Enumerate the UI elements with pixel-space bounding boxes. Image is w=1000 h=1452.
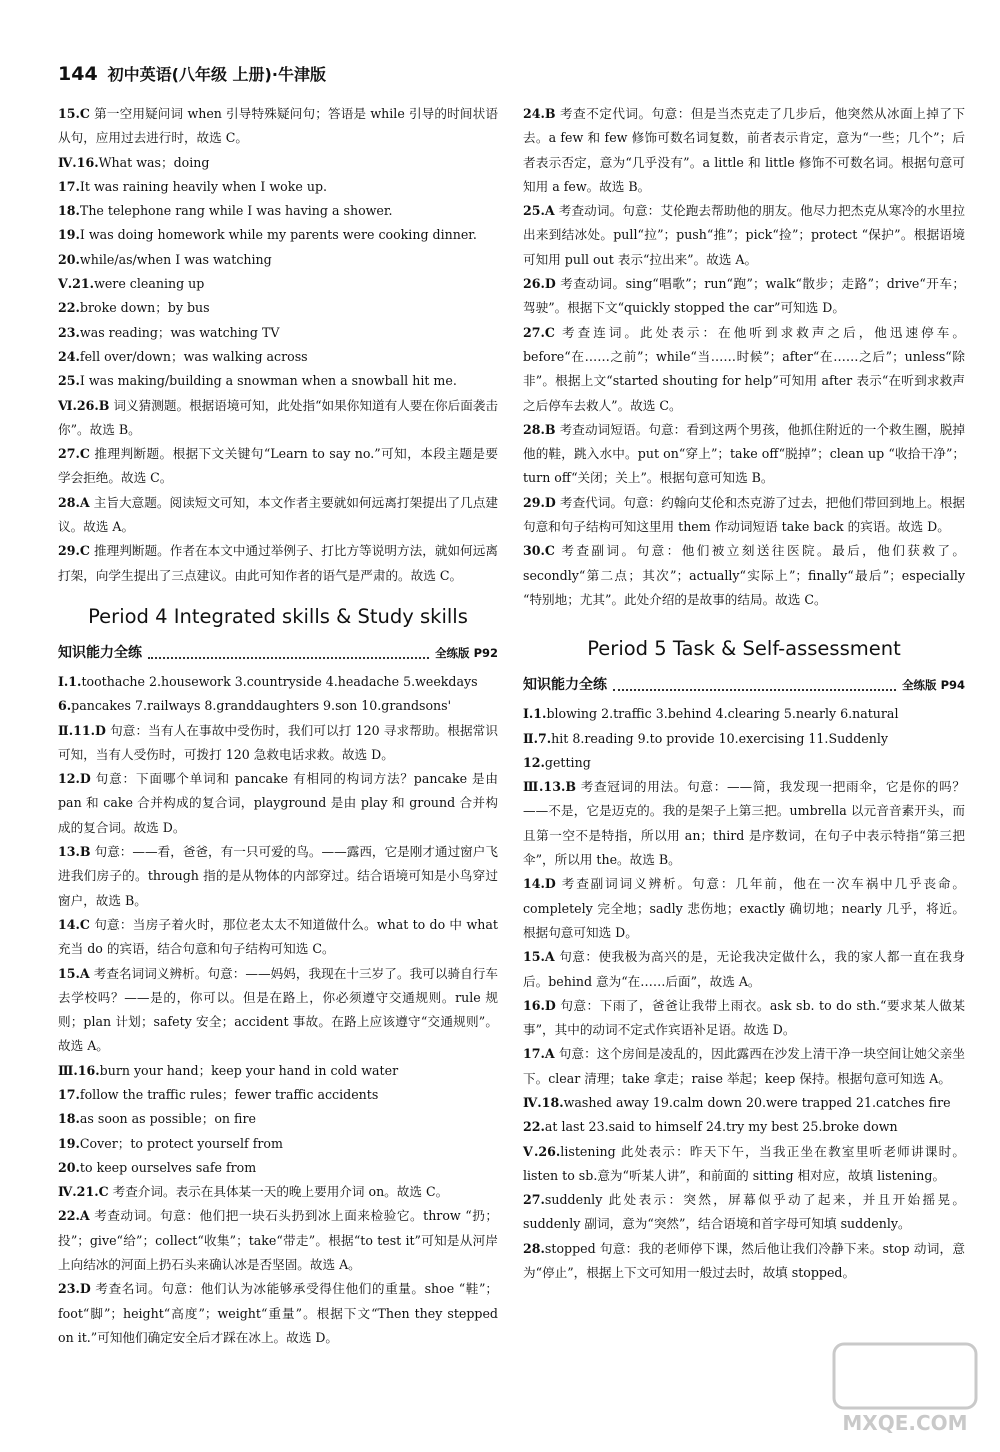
answer-item [58,840,498,913]
answer-text: listening 此处表示：昨天下午，当我正坐在教室里听老师讲课时。listen to sb.意为“听某人讲”，和前面的 sitting 相对应，故填 listening。 [523,1143,965,1183]
answer-number: 24. [58,348,80,364]
answer-number: 29.D [523,494,556,510]
answer-number: 14.D [523,876,556,892]
answer-text: stopped 句意：我的老师停下课，然后他让我们冷静下来。stop 动词，意为“停止”，根据上下文可知用一般过去时，故填 stopped。 [523,1240,965,1281]
section-title: 知识能力全练 [523,677,607,694]
answer-number: 17. [58,1086,80,1102]
answer-item [58,151,498,175]
answer-item [523,539,965,612]
answer-number: 15.A [523,949,555,965]
answer-number: Ⅳ.18. [523,1094,564,1110]
answer-item [58,962,498,1059]
answer-item [58,491,498,540]
answer-item [523,1115,965,1139]
answer-number: 24.B [523,106,556,121]
page-number: 144 [58,63,98,85]
leader-dots [148,657,429,659]
answer-text: 句意：使我极为高兴的是，无论我决定做什么，我的家人都一直在我身后。behind 意为“在……后面”，故选 A。 [523,949,965,989]
answer-number: Ⅳ.21.C [58,1184,109,1200]
answer-number: 28.B [523,421,556,437]
period-5-answer-list [523,702,965,1285]
answer-item [58,913,498,962]
answer-number: 25.A [523,203,555,219]
answer-item [523,1188,965,1237]
answer-number: 17. [58,178,80,194]
answer-text: It was raining heavily when I woke up. [79,178,328,194]
answer-text: 考查不定代词。句意：但是当杰克走了几步后，他突然从冰面上掉了下去。a few 和 few 修饰可数名词复数，前者表示肯定，意为“一些；几个”；后者表示否定，意为“几乎没有”。a little 和 little 修饰不可数名词。根据句意可知用 a few。故选 B。 [523,106,965,194]
answer-item [523,1042,965,1091]
answer-text: 句意：——看，爸爸，有一只可爱的鸟。——露西，它是刚才通过窗户飞进我们房子的。through 指的是从物体的内部穿过。结合语境可知是小鸟穿过窗户，故选 B。 [58,844,498,908]
answer-item [523,1237,965,1286]
answer-number: 19. [58,1135,80,1151]
answer-item [523,321,965,418]
page-header [58,62,326,92]
answer-text: 句意：当房子着火时，那位老太太不知道做什么。what to do 中 what 充当 do 的宾语，结合句意和句子结构可知选 C。 [58,916,498,957]
answer-number: 25. [58,373,80,389]
answer-number: Ⅰ.1. [58,673,82,689]
answer-number: 27.C [523,324,555,340]
answer-text: follow the traffic rules；fewer traffic accidents [79,1086,379,1102]
answer-item [523,199,965,272]
left-column [58,102,498,1350]
answer-text: 考查副词词义辨析。句意：几年前，他在一次车祸中几乎丧命。completely 完全地；sadly 悲伤地；exactly 确切地；nearly 几乎，将近。根据句意可知选 D。 [523,876,965,940]
answer-text: 句意：下雨了，爸爸让我带上雨衣。ask sb. to do sth.“要求某人做某事”，其中的动词不定式作宾语补足语。故选 D。 [523,997,965,1038]
answer-number: 27.C [58,446,90,462]
answer-text: 考查名词词义辨析。句意：——妈妈，我现在十三岁了。我可以骑自行车去学校吗？——是的，你可以。但是在路上，你必须遵守交通规则。rule 规则；plan 计划；safety 安全；accident 事故。在路上应该遵守“交通规则”。故选 A。 [58,965,498,1054]
answer-text: 考查介词。表示在具体某一天的晚上要用介词 on。故选 C。 [108,1184,449,1200]
answer-item [58,1204,498,1277]
answer-item [58,296,498,320]
answer-text: I was making/building a snowman when a snowball hit me. [79,373,457,389]
answer-text: were cleaning up [94,276,205,292]
answer-text: 考查冠词的用法。句意：——简，我发现一把雨伞，它是你的吗？——不是，它是迈克的。我的是架子上第三把。umbrella 以元音音素开头，而且第一空不是特指，所以用 an；third 是序数词，在句子中表示特指“第三把伞”，所以用 the。故选 B。 [523,779,965,868]
answer-number: Ⅲ.16. [58,1062,100,1078]
answer-item [58,1083,498,1107]
answer-text: 句意：下面哪个单词和 pancake 有相同的构词方法？pancake 是由 pan 和 cake 合并构成的复合词，playground 是由 play 和 ground 合并构成的复合词。故选 D。 [58,771,498,835]
answer-item [58,1277,498,1350]
answer-text: broke down；by bus [79,300,210,316]
answer-text: 推理判断题。根据下文关键句“Learn to say no.”可知，本段主题是要学会拒绝。故选 C。 [58,446,498,486]
answer-text: 考查动词。句意：他们把一块石头扔到冰上面来检验它。throw “扔；投”；give“给”；collect“收集”；take“带走”。根据“to test it”可知是从河岸上向结冰的河面上扔石头来确认冰是否坚固。故选 A。 [58,1208,498,1273]
answer-number: 19. [58,227,80,243]
period-5-title: Period 5 Task & Self-assessment [587,637,901,661]
answer-item [58,767,498,840]
answer-number: Ⅵ.26.B [58,397,110,413]
answer-number: 14.C [58,916,90,932]
answer-text: while/as/when I was watching [79,251,272,267]
answer-item [523,751,965,775]
answer-number: 13.B [58,844,91,860]
answer-text: hit 8.reading 9.to provide 10.exercising 11.Suddenly [551,730,889,746]
answer-number: 28. [523,1240,545,1256]
answer-number: 20. [58,1159,80,1175]
answer-number: 27. [523,1192,545,1208]
answer-number: 20. [58,251,80,267]
answer-text: pancakes 7.railways 8.granddaughters 9.son 10.grandsons' [71,698,452,714]
answer-text: 考查动词。句意：艾伦跑去帮助他的朋友。他尽力把杰克从寒冷的水里拉出来到结冰处。pull“拉”；push“推”；pick“捡”；protect “保护”。根据语境可知用 pull out 表示“拉出来”。故选 A。 [523,203,965,267]
answer-text: 考查动词短语。句意：看到这两个男孩，他抓住附近的一个救生圈，脱掉他的鞋，跳入水中。put on“穿上”；take off“脱掉”；clean up “收拾干净”；turn off“关闭；关上”。根据句意可知选 B。 [523,421,965,486]
answer-item [58,1156,498,1180]
answer-text: 考查连词。此处表示：在他听到求救声之后，他迅速停车。before“在……之前”；while“当……时候”；after“在……之后”；unless“除非”。根据上文“started shouting for help”可知用 after 表示“在听到求救声之后停车去救人”。故选 C。 [523,324,965,413]
section-page-ref: 全练版 P94 [902,678,965,693]
answer-number: 17.A [523,1046,555,1062]
answer-text: 考查代词。句意：约翰向艾伦和杰克游了过去，把他们带回到地上。根据句意和句子结构可知这里用 them 作动词短语 take back 的宾语。故选 D。 [523,494,965,535]
section-page-ref: 全练版 P92 [435,645,498,660]
watermark-logo [830,1340,980,1440]
left-answer-list [58,102,498,588]
answer-text: I was doing homework while my parents were cooking dinner. [79,227,477,243]
period-4-answer-list [58,670,498,1350]
answer-number: 23.D [58,1281,91,1297]
answer-text: 推理判断题。作者在本文中通过举例子、打比方等说明方法，就如何远离打架，向学生提出了三点建议。由此可知作者的语气是严肃的。故选 C。 [58,543,498,583]
answer-number: Ⅰ.1. [523,706,547,722]
answer-number: 22. [58,300,80,316]
answer-item [523,945,965,994]
answer-item [58,248,498,272]
answer-item [58,223,498,247]
answer-text: toothache 2.housework 3.countryside 4.headache 5.weekdays [81,673,478,689]
answer-text: The telephone rang while I was having a shower. [79,203,393,219]
answer-text: 主旨大意题。阅读短文可知，本文作者主要就如何远离打架提出了几点建议。故选 A。 [58,494,498,535]
answer-text: 第一空用疑问词 when 引导特殊疑问句；答语是 while 引导的时间状语从句，应用过去进行时，故选 C。 [58,106,498,146]
leader-dots [613,689,896,691]
answer-text: What was；doing [98,154,210,170]
answer-text: fell over/down；was walking across [79,348,308,364]
answer-number: 22.A [58,1208,90,1224]
answer-item [58,670,498,694]
answer-item [523,1091,965,1115]
answer-item [58,345,498,369]
answer-text: burn your hand；keep your hand in cold water [99,1062,399,1078]
answer-text: 考查动词。sing“唱歌”；run“跑”；walk“散步；走路”；drive“开车；驾驶”。根据下文“quickly stopped the car”可知选 D。 [523,276,965,316]
answer-text: at last 23.said to himself 24.try my best 25.broke down [544,1119,898,1135]
answer-number: 6. [58,698,72,714]
right-answer-list [523,102,965,612]
watermark-text: MXQE.COM [842,1411,968,1435]
answer-item [523,491,965,540]
answer-number: 28.A [58,494,90,510]
answer-item [58,199,498,223]
answer-item [58,694,498,718]
answer-text: blowing 2.traffic 3.behind 4.clearing 5.nearly 6.natural [546,706,899,722]
answer-number: 15.C [58,106,90,121]
answer-item [58,719,498,768]
answer-item [58,1107,498,1131]
answer-number: 12.D [58,771,91,787]
answer-item [523,1140,965,1189]
answer-item [58,394,498,443]
answer-text: 句意：当有人在事故中受伤时，我们可以打 120 寻求帮助。根据常识可知，当有人受伤时，可拨打 120 急救电话求救。故选 D。 [58,722,498,762]
answer-number: 22. [523,1119,545,1135]
answer-item [58,272,498,296]
answer-item [523,872,965,945]
answer-item [523,702,965,726]
answer-number: 23. [58,324,80,340]
answer-text: 考查名词。句意：他们认为冰能够承受得住他们的重量。shoe “鞋”；foot“脚”；height“高度”；weight“重量”。根据下文“Then they stepped on it.”可知他们确定安全后才踩在冰上。故选 D。 [58,1281,498,1345]
answer-item [58,102,498,151]
answer-text: as soon as possible；on fire [79,1111,256,1127]
answer-item [523,775,965,872]
answer-number: Ⅱ.7. [523,730,552,746]
answer-item [523,418,965,491]
answer-item [58,1059,498,1083]
answer-number: Ⅴ.21. [58,276,95,292]
answer-text: 考查副词。句意：他们被立刻送往医院。最后，他们获救了。secondly“第二点；其次”；actually“实际上”；finally“最后”；especially “特别地；尤其”。此处介绍的是故事的结局。故选 C。 [523,543,965,607]
period-5-section-header [523,672,965,698]
answer-text: washed away 19.calm down 20.were trapped 21.catches fire [563,1094,951,1110]
answer-number: Ⅱ.11.D [58,722,106,738]
period-4-section-header [58,640,498,666]
answer-number: 15.A [58,965,90,981]
answer-item [58,1180,498,1204]
answer-item [58,442,498,491]
answer-item [58,539,498,588]
answer-item [58,1132,498,1156]
answer-item [58,175,498,199]
answer-text: to keep ourselves safe from [79,1159,257,1175]
answer-text: suddenly 此处表示：突然，屏幕似乎动了起来，并且开始摇晃。suddenly 副词，意为“突然”，结合语境和首字母可知填 suddenly。 [523,1192,965,1232]
answer-number: Ⅳ.16. [58,154,99,170]
answer-item [58,369,498,393]
answer-text: was reading；was watching TV [79,324,280,340]
answer-number: 30.C [523,543,555,559]
answer-item [523,272,965,321]
period-4-title: Period 4 Integrated skills & Study skills [88,604,468,628]
book-title: 初中英语(八年级 上册)·牛津版 [107,65,326,84]
answer-number: Ⅲ.13.B [523,779,576,795]
answer-number: 12. [523,754,545,770]
answer-text: 词义猜测题。根据语境可知，此处指“如果你知道有人要在你后面袭击你”。故选 B。 [58,397,498,437]
right-column [523,102,965,1285]
answer-text: 句意：这个房间是凌乱的，因此露西在沙发上清干净一块空间让她父亲坐下。clear 清理；take 拿走；raise 举起；keep 保持。根据句意可知选 A。 [523,1046,965,1086]
answer-number: Ⅴ.26. [523,1143,561,1159]
answer-number: 29.C [58,543,90,559]
answer-item [523,994,965,1043]
answer-text: Cover；to protect yourself from [79,1135,283,1151]
section-title: 知识能力全练 [58,644,142,661]
answer-number: 18. [58,203,80,219]
answer-number: 26.D [523,276,556,292]
answer-item [58,321,498,345]
answer-text: getting [544,754,591,770]
answer-number: 16.D [523,997,556,1013]
answer-number: 18. [58,1111,80,1127]
answer-item [523,727,965,751]
answer-item [523,102,965,199]
